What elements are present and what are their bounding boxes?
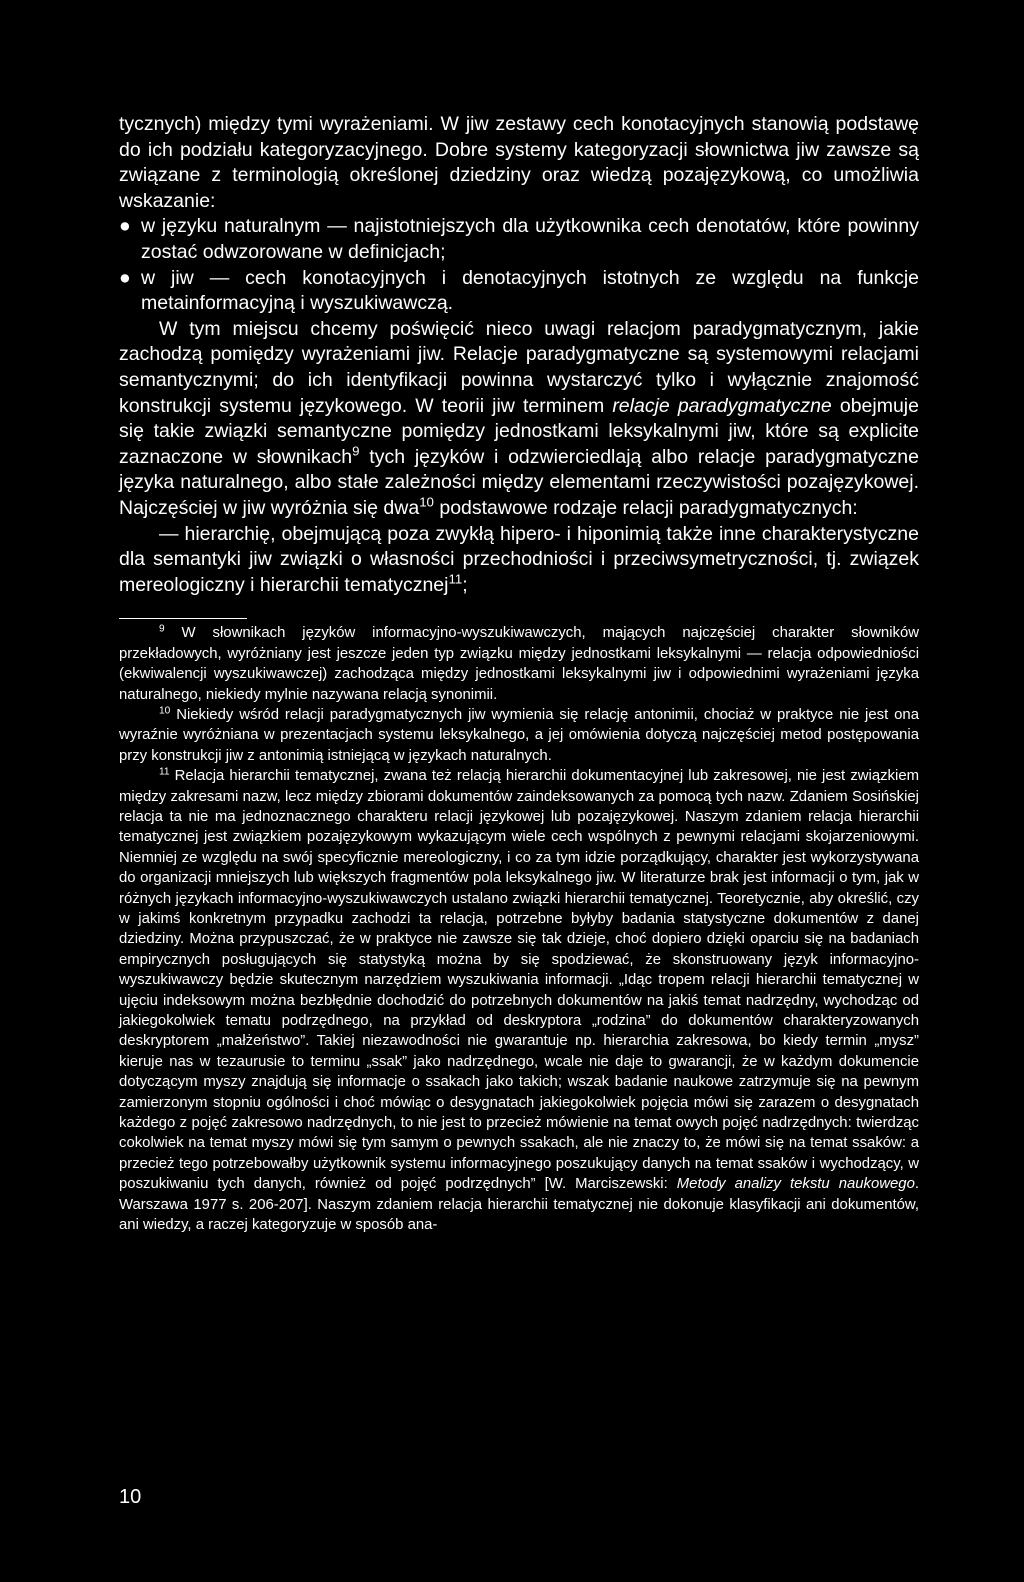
text-span: podstawowe rodzaje relacji paradygmatycznych:	[433, 496, 858, 519]
page-number: 10	[119, 1486, 142, 1508]
paragraph-intro: tycznych) między tymi wyrażeniami. W jiw zestawy cech konotacyjnych stanowią podstawę do ich podziału kategoryzacyjnego. Dobre systemy kategoryzacji słownictwa jiw zawsze są związane z terminologią określonej dziedziny oraz wiedzą pozajęzykową, co umożliwia wskazanie:	[119, 113, 919, 212]
footnote-number: 9	[159, 623, 165, 635]
footnote-ref-10[interactable]: 10	[419, 494, 434, 510]
text-span: W tym miejscu chcemy poświęcić nieco uwagi relacjom paradygmatycznym, jakie zachodzą pomiędzy wyrażeniami jiw. Relacje paradygmatyczne są systemowymi relacjami semantycznymi; do ich identyfikacji powinna wystarczyć tylko i wyłącznie znajomość konstrukcji systemu językowego. W teorii jiw terminem	[119, 317, 919, 417]
text-span: — hierarchię, obejmującą poza zwykłą hipero- i hiponimią także inne charakterystyczne dla semantyki jiw związki o własności przechodniości i przeciwsymetryczności, tj. związek mereologiczny i hierarchii tematycznej	[119, 522, 919, 596]
bullet-item-natural-language	[119, 214, 919, 265]
text-span: ;	[462, 573, 468, 596]
footnote-ref-11[interactable]: 11	[448, 571, 463, 587]
paragraph-paradigmatic-relations	[119, 317, 919, 522]
footnote-11	[119, 766, 919, 1235]
footnote-text: Niekiedy wśród relacji paradygmatycznych jiw wymienia się relację antonimii, chociaż w praktyce nie jest ona wyraźnie wyróżniana w prezentacjach systemu leksykalnego, a jej omówienia dotyczą najczęściej metod postępowania przy konstrukcji jiw z antonimią istniejącą w językach naturalnych.	[119, 706, 919, 764]
paragraph-hierarchy	[119, 522, 919, 599]
bullet-icon: ●	[119, 215, 131, 238]
main-text	[119, 112, 919, 598]
bullet-text: w jiw — cech konotacyjnych i denotacyjnych istotnych ze względu na funkcje metainformacyjną i wyszukiwawczą.	[141, 266, 919, 315]
footnote-number: 11	[159, 766, 170, 778]
footnote-10	[119, 705, 919, 766]
bullet-text: w języku naturalnym — najistotniejszych dla użytkownika cech denotatów, które powinny zostać odwzorowane w definicjach;	[141, 215, 919, 263]
footnote-number: 10	[159, 705, 171, 717]
footnote-divider	[119, 618, 247, 619]
page-body	[119, 112, 919, 1235]
text-span: tych języków i odzwierciedlają albo relacje paradygmatyczne języka naturalnego, albo stałe zależności między elementami rzeczywistości pozajęzykowej. Najczęściej w jiw wyróżnia się dwa	[119, 445, 919, 519]
footnote-text: W słownikach języków informacyjno-wyszukiwawczych, mających najczęściej charakter słowników przekładowych, wyróżniany jest jeszcze jeden typ związku między jednostkami leksykalnymi — relacja odpowiedniości (ekwiwalencji wyszukiwawczej) zachodząca między jednostkami leksykalnymi jiw i odpowiednimi wyrażeniami języka naturalnego, niekiedy mylnie nazywana relacją synonimii.	[119, 625, 919, 703]
italic-book-title: Metody analizy tekstu naukowego	[676, 1176, 915, 1193]
footnote-text: . Warszawa 1977 s. 206-207]. Naszym zdaniem relacja hierarchii tematycznej nie dokonuje klasyfikacji ani dokumentów, ani wiedzy, a raczej kategoryzuje w sposób ana-	[119, 1176, 919, 1234]
bullet-icon: ●	[119, 266, 131, 289]
text-span: obejmuje się takie związki semantyczne pomiędzy jednostkami leksykalnymi jiw, które są explicite zaznaczone w słownikach	[119, 394, 919, 468]
italic-term: relacje paradygmatyczne	[612, 394, 832, 417]
bullet-item-jiw	[119, 266, 919, 317]
footnote-9	[119, 623, 919, 705]
footnote-text: Relacja hierarchii tematycznej, zwana też relacją hierarchii dokumentacyjnej lub zakresowej, nie jest związkiem między zakresami nazw, lecz między zbiorami dokumentów zaindeksowanych za pomocą tych nazw. Zdaniem Sosińskiej relacja ta nie ma jednoznacznego charakteru relacji językowej lub pozajęzykowej. Naszym zdaniem relacja hierarchii tematycznej jest związkiem pozajęzykowym wykazującym wiele cech wspólnych z pewnymi relacjami skojarzeniowymi. Niemniej ze względu na swój specyficznie mereologiczny, i co za tym idzie porządkujący, charakter jest wykorzystywana do organizacji mniejszych lub większych fragmentów pola leksykalnego jiw. W literaturze brak jest informacji o tym, jak w różnych językach informacyjno-wyszukiwawczych ustalano związki hierarchii tematycznej. Teoretycznie, aby określić, czy w jakimś konkretnym przypadku zachodzi ta relacja, potrzebne byłyby badania statystyczne dokumentów z danej dziedziny. Można przypuszczać, że w praktyce nie zawsze się tak dzieje, choć dopiero dzięki oparciu się na badaniach empirycznych posługujących się statystyką można by się spodziewać, że skonstruowany język informacyjno-wyszukiwawczy będzie skutecznym narzędziem wyszukiwania informacji. „Idąc tropem relacji hierarchii tematycznej w ujęciu indeksowym można bezbłędnie dochodzić do potrzebnych dokumentów na jakiś temat nadrzędny, wychodząc od jakiegokolwiek tematu podrzędnego, na przykład od deskryptora „rodzina” do dokumentów charakteryzowanych deskryptorem „małżeństwo”. Takiej niezawodności nie gwarantuje np. hierarchia zakresowa, bo kiedy termin „mysz” kieruje nas w tezaurusie to terminu „ssak” jako nadrzędnego, wcale nie daje to gwarancji, że w każdym dokumencie dotyczącym myszy znajdują się informacje o ssakach jako takich; wszak badanie naukowe zatrzymuje się na pewnym zamierzonym stopniu ogólności i choć mówiąc o desygnatach jakiegokolwiek pojęcia mówi się zarazem o desygnatach każdego z pojęć zakresowo nadrzędnych, to nie jest to przecież mówienie na temat owych pojęć nadrzędnych: twierdząc cokolwiek na temat myszy mówi się tym samym o pewnych ssakach, ale nie znaczy to, że mówi się na temat ssaków: a przecież tego potrzebowałby użytkownik systemu informacyjnego poszukujący danych na temat ssaków i wychodzący, w poszukiwaniu tych danych, również od pojęć podrzędnych” [W. Marciszewski:	[119, 768, 919, 1193]
footnote-ref-9[interactable]: 9	[352, 443, 360, 459]
